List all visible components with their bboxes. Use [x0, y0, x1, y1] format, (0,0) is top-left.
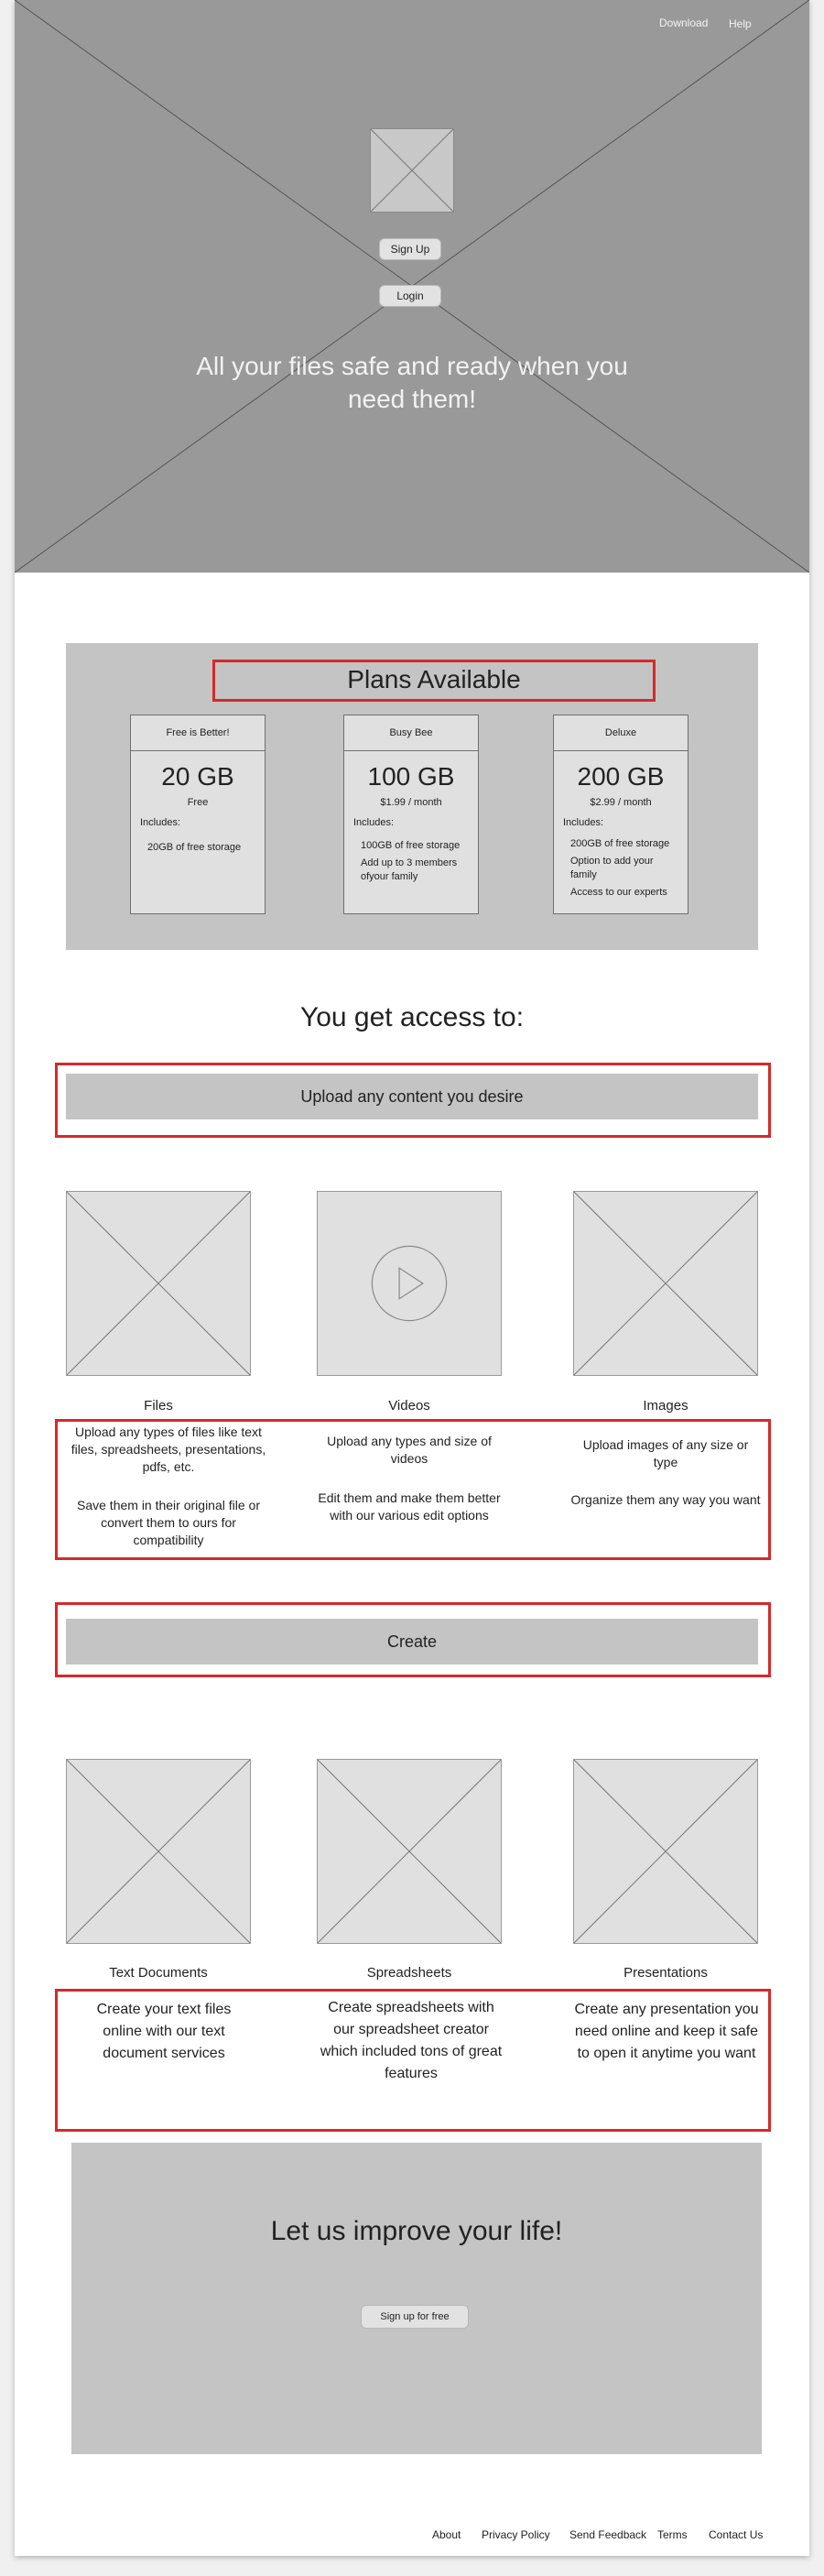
video-play-icon [318, 1192, 501, 1375]
hero-section [15, 0, 809, 573]
page [15, 0, 809, 2556]
spreadsheets-thumbnail [317, 1759, 502, 1944]
plans-title: Plans Available [347, 665, 521, 693]
footer-contact-link[interactable]: Contact Us [709, 2528, 764, 2541]
nav-help-link[interactable]: Help [729, 17, 752, 30]
presentations-thumbnail [573, 1759, 758, 1944]
image-placeholder-icon [574, 1760, 757, 1943]
images-thumbnail [573, 1191, 758, 1376]
signup-button[interactable]: Sign Up [379, 238, 441, 260]
image-placeholder-icon [67, 1192, 250, 1375]
plan-card-deluxe[interactable] [553, 715, 688, 914]
files-title: Files [144, 1398, 173, 1414]
cta-signup-button[interactable]: Sign up for free [361, 2305, 469, 2329]
plan-feature: 200GB of free storage [570, 838, 670, 849]
files-text-save: Save them in their original file or convert them to ours for compatibility [77, 1498, 260, 1547]
text-documents-text: Create your text files online with our text document services [96, 2002, 232, 2061]
files-text-upload: Upload any types of files like text files, spreadsheets, presentations, pdfs, etc. [70, 1424, 266, 1474]
plan-feature: 100GB of free storage [361, 840, 461, 851]
plan-card-free[interactable] [130, 715, 266, 914]
plan-card-busy-bee[interactable] [343, 715, 479, 914]
plan-feature: Access to our experts [570, 887, 667, 898]
files-thumbnail [66, 1191, 251, 1376]
access-title: You get access to: [299, 1002, 525, 1032]
videos-text-edit: Edit them and make them better with our various edit options [318, 1490, 501, 1523]
footer-feedback-link[interactable]: Send Feedback [569, 2528, 647, 2541]
nav-download-link[interactable]: Download [659, 16, 709, 29]
hero-tagline: All your files safe and ready when you need them! [196, 352, 628, 413]
upload-banner: Upload any content you desire [66, 1074, 758, 1119]
videos-title: Videos [388, 1398, 430, 1414]
plan-name: Free is Better! [131, 715, 265, 751]
plan-price: $2.99 / month [590, 797, 652, 808]
plan-feature: Option to add your family [570, 856, 654, 880]
plan-storage: 200 GB [577, 762, 665, 791]
image-placeholder-icon [67, 1760, 250, 1943]
plan-storage: 100 GB [367, 762, 455, 791]
footer-privacy-link[interactable]: Privacy Policy [482, 2528, 550, 2541]
videos-text-upload: Upload any types and size of videos [327, 1434, 492, 1466]
plan-name: Deluxe [554, 715, 688, 751]
cta-title: Let us improve your life! [270, 2216, 563, 2246]
plan-feature: Add up to 3 members ofyour family [361, 857, 458, 882]
plan-price: $1.99 / month [380, 797, 442, 808]
spreadsheets-title: Spreadsheets [366, 1965, 452, 1981]
plans-section [66, 643, 758, 950]
plan-feature: 20GB of free storage [147, 842, 242, 853]
text-documents-thumbnail [66, 1759, 251, 1944]
logo-placeholder [370, 128, 454, 213]
plan-name: Busy Bee [344, 715, 478, 751]
plan-includes-label: Includes: [353, 817, 395, 828]
images-text-upload: Upload images of any size or type [582, 1437, 749, 1469]
footer-terms-link[interactable]: Terms [657, 2528, 688, 2541]
cta-section [71, 2143, 762, 2454]
videos-thumbnail[interactable] [317, 1191, 502, 1376]
plan-includes-label: Includes: [140, 817, 181, 828]
plan-price: Free [187, 797, 209, 808]
plan-storage: 20 GB [161, 762, 234, 791]
presentations-title: Presentations [623, 1965, 708, 1981]
create-banner: Create [66, 1619, 758, 1665]
plan-includes-label: Includes: [563, 817, 604, 828]
login-button[interactable]: Login [379, 285, 441, 307]
images-text-organize: Organize them any way you want [570, 1492, 761, 1507]
text-documents-title: Text Documents [109, 1965, 208, 1981]
image-placeholder-icon [371, 129, 453, 212]
footer-about-link[interactable]: About [432, 2528, 461, 2541]
image-placeholder-icon [318, 1760, 501, 1943]
images-title: Images [643, 1398, 688, 1414]
image-placeholder-icon [574, 1192, 757, 1375]
presentations-text: Create any presentation you need online and keep it safe to open it anytime you want [574, 2002, 759, 2061]
spreadsheets-text: Create spreadsheets with our spreadsheet creator which included tons of great features [320, 2000, 503, 2081]
